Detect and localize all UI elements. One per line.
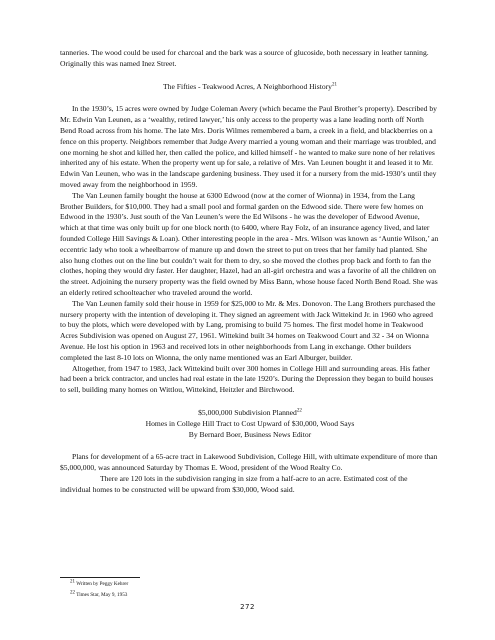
footnote-text: Times Star, May 9, 1953 xyxy=(76,592,128,598)
footnote-divider xyxy=(60,577,140,578)
footnote-text: Written by Peggy Kehrer xyxy=(76,581,129,587)
document-body xyxy=(60,48,440,495)
article-headline xyxy=(60,408,440,419)
opening-paragraph: tanneries. The wood could be used for charcoal and the bark was a source of glucoside, both necessary in leather tanning. Originally this was named Inez Street. xyxy=(60,48,429,68)
footnote-number: 22 xyxy=(70,590,75,596)
article-headline-text: $5,000,000 Subdivision Planned xyxy=(198,407,297,417)
article-byline: By Bernard Boer, Business News Editor xyxy=(188,429,312,439)
footnote-ref-21: 21 xyxy=(331,82,337,88)
history-paragraph-2: The Van Leunen family bought the house at 6300 Edwood (now at the corner of Wionna) in 1934, from the Lang Brother Builders, for $10,000. They had a small pool and formal garden on the Edwood side. There were few homes on Edwood in the 1930’s. Just south of the Van Leunen’s were the Ed Wilsons - he was the developer of Edwood Avenue, which at that time was only built up for one block north (to 6400, where Ray Folz, of an insurance agency lived, and later founded College Hill Savings & Loan). Other interesting people in the area - Mrs. Wilson was known as ‘Auntie Wilson,’ an eccentric lady who took a wheelbarrow of manure up and down the street to put on trees that her family had planted. She also hung clothes out on the line but couldn’t wait for them to dry, so she moved the clothes prop back and forth to fan the clothes, hoping they would dry faster. Her daughter, Hazel, had an all-girl orchestra and was a favorite of all the children on the street. Adjoining the nursery property was the field owned by Miss Bann, whose house faced North Bend Road. She was an elderly retired schoolteacher who traveled around the world. xyxy=(60,190,439,297)
page-number: 272 xyxy=(240,603,255,611)
history-paragraph-4: Altogether, from 1947 to 1983, Jack Wittekind built over 300 homes in College Hill and surrounding areas. His father had been a brick contractor, and uncles had real estate in the late 1920’s. During the Depression they began to build houses to sell, building many homes on Wittlou, Wittekind, Heitzler and Birchwood. xyxy=(60,363,434,395)
section-heading-text: The Fifties - Teakwood Acres, A Neighborhood History xyxy=(163,81,332,91)
article-subheadline: Homes in College Hill Tract to Cost Upward of $30,000, Wood Says xyxy=(145,418,355,428)
history-paragraph-3: The Van Leunen family sold their house in 1959 for $25,000 to Mr. & Mrs. Donovon. The Lang Brothers purchased the nursery property with the intention of developing it. They signed an agreement with Jack Wittekind Jr. in 1960 who agreed to buy the plots, which were developed with by Lang, promising to build 75 homes. The first model home in Teakwood Acres Subdivision was opened on August 27, 1961. Wittekind built 34 homes on Teakwood Court and 32 - 34 on Wionna Avenue. He lost his option in 1963 and received lots in other neighborhoods from Lang in exchange. Other builders completed the last 8-10 lots on Wionna, the only name mentioned was an Earl Alburger, builder. xyxy=(60,298,436,362)
section-heading xyxy=(60,82,440,93)
footnote-21 xyxy=(70,581,128,588)
footnote-number: 21 xyxy=(70,579,75,585)
article-paragraph-2: There are 120 lots in the subdivision ranging in size from a half-acre to an acre. Estimated cost of the individual homes to be constructed will be upward from $30,000, Wood said. xyxy=(60,473,408,494)
footnote-22 xyxy=(70,592,127,599)
article-paragraph-1: Plans for development of a 65-acre tract in Lakewood Subdivision, College Hill, with ultimate expenditure of more than $5,000,000, was announced Saturday by Thomas E. Wood, president of the Wood Realty Co. xyxy=(60,452,438,473)
footnote-ref-22: 22 xyxy=(296,408,302,414)
history-paragraph-1: In the 1930’s, 15 acres were owned by Judge Coleman Avery (which became the Paul Brother’s property). Described by Mr. Edwin Van Leunen, as a ‘wealthy, retired lawyer,’ his only access to the property was a lane leading north off North Bend Road across from his home. The late Mrs. Doris Wilmes remembered a barn, a creek in a field, and blackberries on a fence on this property. Neighbors remember that Judge Avery married a young woman and their marriage was troubled, and one morning he shot and killed her, then called the police, and killed himself - he wanted to make sure none of her relatives inherited any of his estate. When the property went up for sale, a relative of Mrs. Van Leunen bought it and leased it to Mr. Edwin Van Leunen, who was in the landscape gardening business. They used it for a nursery from the mid-1930’s until they moved away from the neighborhood in 1959. xyxy=(60,104,437,189)
